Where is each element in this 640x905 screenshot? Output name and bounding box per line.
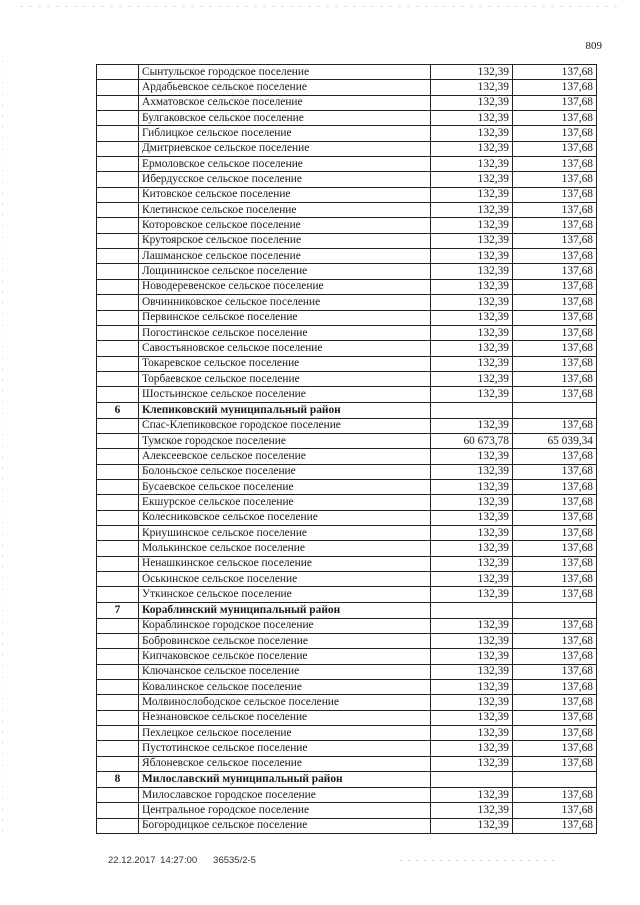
value-2: 137,68 <box>513 418 597 433</box>
value-1 <box>431 772 513 788</box>
value-1: 132,39 <box>431 249 513 264</box>
settlement-name: Молькинское сельское поселение <box>139 541 431 556</box>
settlement-name: Ермоловское сельское поселение <box>139 157 431 172</box>
row-number <box>97 65 139 80</box>
settlement-name: Ключанское сельское поселение <box>139 664 431 679</box>
row-number <box>97 264 139 279</box>
settlement-name: Болоньское сельское поселение <box>139 464 431 479</box>
value-2: 137,68 <box>513 664 597 679</box>
value-1: 132,39 <box>431 95 513 110</box>
table-row <box>97 695 597 710</box>
row-number <box>97 249 139 264</box>
scan-artifact-top <box>20 6 620 7</box>
value-2: 137,68 <box>513 634 597 649</box>
row-number <box>97 279 139 294</box>
table-row <box>97 95 597 110</box>
value-2: 137,68 <box>513 756 597 771</box>
row-number <box>97 157 139 172</box>
value-1: 132,39 <box>431 726 513 741</box>
value-2 <box>513 602 597 618</box>
value-2 <box>513 402 597 418</box>
row-number <box>97 464 139 479</box>
value-2: 137,68 <box>513 65 597 80</box>
value-1: 132,39 <box>431 203 513 218</box>
value-1: 132,39 <box>431 510 513 525</box>
value-1: 132,39 <box>431 710 513 725</box>
value-2: 137,68 <box>513 233 597 248</box>
value-2: 137,68 <box>513 510 597 525</box>
row-number <box>97 818 139 833</box>
row-number <box>97 572 139 587</box>
table-row <box>97 310 597 325</box>
value-2: 137,68 <box>513 264 597 279</box>
value-2: 137,68 <box>513 556 597 571</box>
value-2: 137,68 <box>513 587 597 602</box>
row-number <box>97 541 139 556</box>
value-2: 137,68 <box>513 618 597 633</box>
footer-datetime: 22.12.2017 14:27:00 <box>108 855 198 866</box>
table-row <box>97 341 597 356</box>
row-number <box>97 680 139 695</box>
table-row <box>97 80 597 95</box>
value-2: 137,68 <box>513 449 597 464</box>
value-2: 137,68 <box>513 695 597 710</box>
table-row <box>97 295 597 310</box>
row-number <box>97 80 139 95</box>
value-2: 137,68 <box>513 464 597 479</box>
settlement-name: Молвинослободское сельское поселение <box>139 695 431 710</box>
settlement-name: Лощининское сельское поселение <box>139 264 431 279</box>
row-number <box>97 695 139 710</box>
value-1: 132,39 <box>431 279 513 294</box>
value-2: 137,68 <box>513 818 597 833</box>
settlement-name: Новодеревенское сельское поселение <box>139 279 431 294</box>
settlement-name: Криушинское сельское поселение <box>139 525 431 540</box>
row-number <box>97 495 139 510</box>
table-row <box>97 525 597 540</box>
value-2: 137,68 <box>513 218 597 233</box>
settlement-name: Центральное городское поселение <box>139 803 431 818</box>
table-row <box>97 279 597 294</box>
value-2: 137,68 <box>513 203 597 218</box>
settlement-name: Уткинское сельское поселение <box>139 587 431 602</box>
value-2: 137,68 <box>513 295 597 310</box>
settlement-name: Китовское сельское поселение <box>139 187 431 202</box>
value-1: 132,39 <box>431 218 513 233</box>
row-number <box>97 111 139 126</box>
settlement-name: Яблоневское сельское поселение <box>139 756 431 771</box>
settlement-name: Милославское городское поселение <box>139 788 431 803</box>
row-number: 8 <box>97 772 139 788</box>
value-1: 132,39 <box>431 356 513 371</box>
table-row <box>97 418 597 433</box>
row-number <box>97 341 139 356</box>
value-1: 132,39 <box>431 525 513 540</box>
value-2: 137,68 <box>513 479 597 494</box>
value-2: 137,68 <box>513 788 597 803</box>
settlement-name: Оськинское сельское поселение <box>139 572 431 587</box>
value-2: 137,68 <box>513 741 597 756</box>
value-2: 137,68 <box>513 111 597 126</box>
table-row <box>97 572 597 587</box>
scan-artifact-side <box>2 60 3 840</box>
footer-stamp <box>108 855 256 866</box>
value-1: 132,39 <box>431 325 513 340</box>
row-number <box>97 387 139 402</box>
scan-artifact-footer <box>400 860 560 861</box>
row-number <box>97 433 139 448</box>
table-row <box>97 249 597 264</box>
settlement-name: Клепиковский муниципальный район <box>139 402 431 418</box>
value-2: 137,68 <box>513 541 597 556</box>
row-number <box>97 95 139 110</box>
value-1: 132,39 <box>431 418 513 433</box>
table-row <box>97 726 597 741</box>
table-row <box>97 233 597 248</box>
value-1 <box>431 602 513 618</box>
value-1: 132,39 <box>431 111 513 126</box>
settlement-name: Клетинское сельское поселение <box>139 203 431 218</box>
row-number <box>97 618 139 633</box>
settlement-name: Кораблинское городское поселение <box>139 618 431 633</box>
row-number: 7 <box>97 602 139 618</box>
row-number <box>97 634 139 649</box>
table-row <box>97 803 597 818</box>
settlement-name: Тумское городское поселение <box>139 433 431 448</box>
row-number <box>97 479 139 494</box>
value-1: 132,39 <box>431 695 513 710</box>
row-number <box>97 587 139 602</box>
table-row <box>97 65 597 80</box>
row-number <box>97 371 139 386</box>
row-number <box>97 187 139 202</box>
row-number: 6 <box>97 402 139 418</box>
table-row <box>97 218 597 233</box>
settlement-name: Алексеевское сельское поселение <box>139 449 431 464</box>
value-2: 137,68 <box>513 279 597 294</box>
row-number <box>97 756 139 771</box>
row-number <box>97 525 139 540</box>
table-body <box>97 65 597 834</box>
table-row <box>97 541 597 556</box>
table-row <box>97 510 597 525</box>
row-number <box>97 356 139 371</box>
table-row <box>97 449 597 464</box>
settlement-name: Торбаевское сельское поселение <box>139 371 431 386</box>
table-row <box>97 187 597 202</box>
value-1: 132,39 <box>431 818 513 833</box>
value-1: 132,39 <box>431 449 513 464</box>
settlement-name: Екшурское сельское поселение <box>139 495 431 510</box>
settlement-name: Крутоярское сельское поселение <box>139 233 431 248</box>
district-row <box>97 772 597 788</box>
value-1: 132,39 <box>431 788 513 803</box>
value-1: 132,39 <box>431 741 513 756</box>
row-number <box>97 741 139 756</box>
value-1 <box>431 402 513 418</box>
value-2: 137,68 <box>513 187 597 202</box>
table-row <box>97 587 597 602</box>
value-2: 137,68 <box>513 157 597 172</box>
row-number <box>97 510 139 525</box>
value-1: 132,39 <box>431 756 513 771</box>
settlement-name: Кораблинский муниципальный район <box>139 602 431 618</box>
value-1: 132,39 <box>431 495 513 510</box>
value-2: 137,68 <box>513 495 597 510</box>
value-1: 132,39 <box>431 233 513 248</box>
settlement-name: Лашманское сельское поселение <box>139 249 431 264</box>
table-row <box>97 371 597 386</box>
row-number <box>97 141 139 156</box>
value-1: 132,39 <box>431 387 513 402</box>
row-number <box>97 295 139 310</box>
value-2: 137,68 <box>513 325 597 340</box>
value-1: 132,39 <box>431 65 513 80</box>
value-1: 132,39 <box>431 141 513 156</box>
row-number <box>97 126 139 141</box>
value-1: 132,39 <box>431 295 513 310</box>
table-row <box>97 111 597 126</box>
row-number <box>97 803 139 818</box>
table-row <box>97 141 597 156</box>
table-row <box>97 172 597 187</box>
table-row <box>97 664 597 679</box>
value-1: 132,39 <box>431 649 513 664</box>
row-number <box>97 172 139 187</box>
table-row <box>97 157 597 172</box>
row-number <box>97 649 139 664</box>
value-1: 132,39 <box>431 541 513 556</box>
row-number <box>97 788 139 803</box>
value-2: 137,68 <box>513 356 597 371</box>
table-row <box>97 264 597 279</box>
table-row <box>97 634 597 649</box>
value-2: 137,68 <box>513 80 597 95</box>
district-row <box>97 602 597 618</box>
row-number <box>97 233 139 248</box>
settlement-name: Гиблицкое сельское поселение <box>139 126 431 141</box>
table-row <box>97 464 597 479</box>
settlement-name: Бусаевское сельское поселение <box>139 479 431 494</box>
table-row <box>97 618 597 633</box>
value-2: 137,68 <box>513 387 597 402</box>
value-1: 132,39 <box>431 157 513 172</box>
settlement-name: Токаревское сельское поселение <box>139 356 431 371</box>
table-row <box>97 325 597 340</box>
value-2: 137,68 <box>513 95 597 110</box>
value-2 <box>513 772 597 788</box>
row-number <box>97 556 139 571</box>
row-number <box>97 203 139 218</box>
value-1: 132,39 <box>431 341 513 356</box>
settlement-name: Овчинниковское сельское поселение <box>139 295 431 310</box>
table-row <box>97 680 597 695</box>
row-number <box>97 449 139 464</box>
value-1: 132,39 <box>431 172 513 187</box>
settlement-name: Ахматовское сельское поселение <box>139 95 431 110</box>
value-2: 137,68 <box>513 310 597 325</box>
value-1: 132,39 <box>431 310 513 325</box>
table-row <box>97 556 597 571</box>
value-2: 137,68 <box>513 726 597 741</box>
value-2: 137,68 <box>513 249 597 264</box>
table-row <box>97 479 597 494</box>
row-number <box>97 310 139 325</box>
settlement-name: Колесниковское сельское поселение <box>139 510 431 525</box>
value-1: 132,39 <box>431 664 513 679</box>
settlement-name: Первинское сельское поселение <box>139 310 431 325</box>
table-row <box>97 649 597 664</box>
settlement-name: Кипчаковское сельское поселение <box>139 649 431 664</box>
page-number: 809 <box>585 40 602 52</box>
settlement-name: Ардабьевское сельское поселение <box>139 80 431 95</box>
settlement-name: Незнановское сельское поселение <box>139 710 431 725</box>
table-row <box>97 818 597 833</box>
settlement-name: Ибердусское сельское поселение <box>139 172 431 187</box>
value-1: 132,39 <box>431 572 513 587</box>
value-1: 132,39 <box>431 464 513 479</box>
table-row <box>97 356 597 371</box>
value-1: 132,39 <box>431 556 513 571</box>
row-number <box>97 710 139 725</box>
table-row <box>97 387 597 402</box>
settlement-name: Милославский муниципальный район <box>139 772 431 788</box>
value-2: 137,68 <box>513 680 597 695</box>
settlement-name: Погостинское сельское поселение <box>139 325 431 340</box>
settlement-name: Булгаковское сельское поселение <box>139 111 431 126</box>
settlement-name: Савостьяновское сельское поселение <box>139 341 431 356</box>
footer-reference: 36535/2-5 <box>213 855 256 866</box>
row-number <box>97 325 139 340</box>
settlement-name: Бобровинское сельское поселение <box>139 634 431 649</box>
settlement-name: Пехлецкое сельское поселение <box>139 726 431 741</box>
value-1: 132,39 <box>431 479 513 494</box>
table-row <box>97 756 597 771</box>
value-2: 65 039,34 <box>513 433 597 448</box>
value-2: 137,68 <box>513 525 597 540</box>
value-2: 137,68 <box>513 649 597 664</box>
value-1: 132,39 <box>431 618 513 633</box>
table-row <box>97 788 597 803</box>
value-1: 132,39 <box>431 126 513 141</box>
settlement-name: Пустотинское сельское поселение <box>139 741 431 756</box>
settlement-name: Ковалинское сельское поселение <box>139 680 431 695</box>
row-number <box>97 418 139 433</box>
settlement-name: Шостьинское сельское поселение <box>139 387 431 402</box>
value-2: 137,68 <box>513 572 597 587</box>
value-1: 132,39 <box>431 587 513 602</box>
settlements-table <box>96 64 597 834</box>
table-row <box>97 126 597 141</box>
settlement-name: Которовское сельское поселение <box>139 218 431 233</box>
settlement-name: Ненашкинское сельское поселение <box>139 556 431 571</box>
value-2: 137,68 <box>513 710 597 725</box>
table-row <box>97 741 597 756</box>
value-1: 132,39 <box>431 803 513 818</box>
table-row <box>97 433 597 448</box>
value-1: 132,39 <box>431 264 513 279</box>
settlement-name: Богородицкое сельское поселение <box>139 818 431 833</box>
value-1: 132,39 <box>431 634 513 649</box>
settlement-name: Сынтульское городское поселение <box>139 65 431 80</box>
row-number <box>97 664 139 679</box>
settlement-name: Дмитриевское сельское поселение <box>139 141 431 156</box>
value-2: 137,68 <box>513 141 597 156</box>
settlement-name: Спас-Клепиковское городское поселение <box>139 418 431 433</box>
table-row <box>97 710 597 725</box>
district-row <box>97 402 597 418</box>
table-row <box>97 203 597 218</box>
value-1: 132,39 <box>431 187 513 202</box>
table-row <box>97 495 597 510</box>
value-1: 60 673,78 <box>431 433 513 448</box>
value-1: 132,39 <box>431 680 513 695</box>
value-2: 137,68 <box>513 126 597 141</box>
row-number <box>97 726 139 741</box>
value-1: 132,39 <box>431 371 513 386</box>
value-2: 137,68 <box>513 341 597 356</box>
value-1: 132,39 <box>431 80 513 95</box>
value-2: 137,68 <box>513 371 597 386</box>
row-number <box>97 218 139 233</box>
value-2: 137,68 <box>513 172 597 187</box>
value-2: 137,68 <box>513 803 597 818</box>
